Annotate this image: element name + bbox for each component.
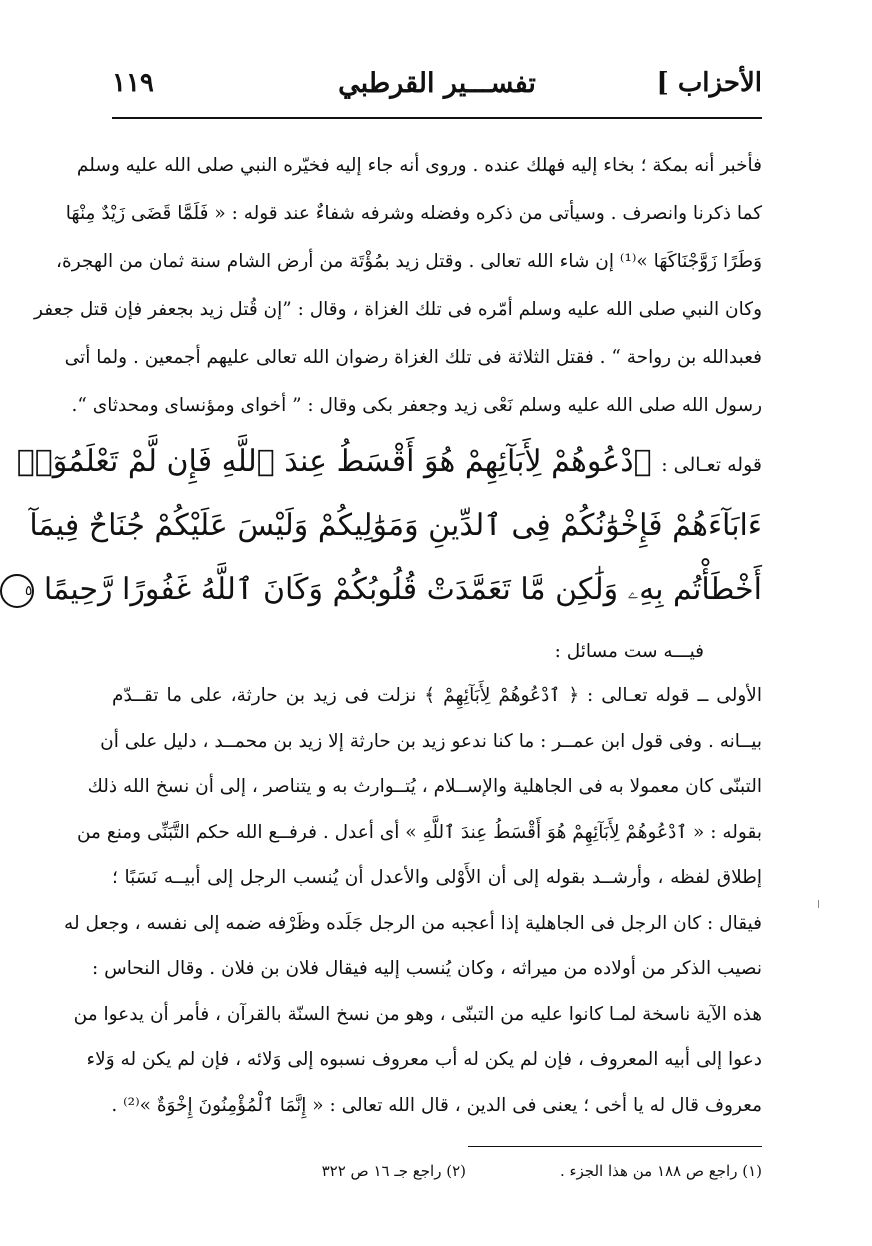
margin-mark (818, 900, 823, 908)
text-line: التبنّى كان معمولا به فى الجاهلية والإســلام ، يُتــوارث به و يتناصر ، إلى أن نسخ الله ذلك (87, 776, 762, 797)
verse-intro: قوله تعـالى : (661, 454, 762, 476)
footnote-1: (١) راجع ص ١٨٨ من هذا الجزء . (559, 1162, 762, 1180)
text-line: نصيب الذكر من أولاده من ميراثه ، وكان يُنسب إليه فيقال فلان بن فلان . وقال النحاس : (92, 958, 762, 979)
footnote-2: (٢) راجع جـ ١٦ ص ٣٢٢ (321, 1162, 466, 1180)
quran-verse (16, 430, 762, 622)
verse-line (16, 430, 762, 494)
page-header (112, 62, 762, 114)
text-line: دعوا إلى أبيه المعروف ، فإن لم يكن له أب معروف نسبوه إلى وَلائه ، فإن لم يكن له وَلاء (86, 1049, 762, 1070)
body-paragraph-2 (64, 673, 762, 1128)
verse-line: ءَابَآءَهُمْ فَإِخْوَٰنُكُمْ فِى ٱلدِّينِ وَمَوَٰلِيكُمْ وَلَيْسَ عَلَيْكُمْ جُنَاحٌ فِيمَآ (29, 508, 762, 543)
verse-text: أَخْطَأْتُم بِهِۦ وَلَٰكِن مَّا تَعَمَّدَتْ قُلُوبُكُمْ وَكَانَ ٱللَّهُ غَفُورًا رَّحِيمًا (43, 572, 762, 607)
text-line: معروف قال له يا أخى ؛ يعنى فى الدين ، قال الله تعالى : « إِنَّمَا ٱلْمُؤْمِنُونَ إِخْوَةٌ »⁽²⁾ . (111, 1094, 762, 1116)
text-line: فيقال : كان الرجل فى الجاهلية إذا أعجبه من الرجل جَلَده وظَرْفه ضمه إلى نفسه ، وجعل له (64, 912, 762, 934)
text-line: الأولى ــ قوله تعـالى : ﴿ ٱدْعُوهُمْ لِأَبَآئِهِمْ ﴾ نزلت فى زيد بن حارثة، على ما تقــدّم (112, 685, 762, 706)
section-heading: فيـــه ست مسائل : (554, 641, 704, 662)
text-line: بيــانه . وفى قول ابن عمــر : ما كنا ندعو زيد بن حارثة إلا زيد بن محمــد ، دليل على أن (100, 730, 762, 752)
text-line: فعبدالله بن رواحة “ . فقتل الثلاثة فى تلك الغزاة رضوان الله تعالى عليهم أجمعين . ولما أتى (64, 347, 762, 368)
book-title: تفســـير القرطبي (338, 68, 536, 99)
verse-line (24, 558, 762, 622)
footnotes (248, 1156, 762, 1186)
text-line: وَطَرًا زَوَّجْنَاكَهَا »⁽¹⁾ إن شاء الله تعالى . وقتل زيد بمُؤْتَة من أرض الشام سنة ثمان من الهجرة، (56, 251, 762, 272)
verse-text: ٱدْعُوهُمْ لِأَبَآئِهِمْ هُوَ أَقْسَطُ عِندَ ٱللَّهِ فَإِن لَّمْ تَعْلَمُوٓا۟ (16, 444, 652, 479)
surah-name: الأحزاب ] (656, 68, 762, 98)
body-paragraph-1 (34, 142, 762, 430)
text-line: وكان النبي صلى الله عليه وسلم أمّره فى تلك الغزاة ، وقال : ”إن قُتل زيد بجعفر فإن قتل جعفر (34, 299, 762, 320)
text-line: كما ذكرنا وانصرف . وسيأتى من ذكره وفضله وشرفه شفاءٌ عند قوله : « فَلَمَّا قَضَى زَيْدٌ مِنْهَا (65, 203, 762, 224)
text-line: هذه الآية ناسخة لمـا كانوا عليه من التبنّى ، وهو من نسخ السنّة بالقرآن ، فأمر أن يدعوا من (73, 1003, 762, 1025)
ayah-number-marker: ٥ (0, 574, 34, 608)
page-number: ١١٩ (112, 68, 154, 98)
text-line: إطلاق لفظه ، وأرشــد بقوله إلى أن الأَوْلى والأعدل أن يُنسب الرجل إلى أبيــه نَسَبًا ؛ (112, 867, 762, 888)
text-line: بقوله : « ٱدْعُوهُمْ لِأَبَآئِهِمْ هُوَ أَقْسَطُ عِندَ ٱللَّهِ » أى أعدل . فرفــع الله حكم التَّبَنِّى ومنع من (76, 821, 762, 843)
book-page (16, 0, 872, 1246)
text-line: فأخبر أنه بمكة ؛ بخاء إليه فهلك عنده . وروى أنه جاء إليه فخيّره النبي صلى الله عليه وسلم (76, 155, 762, 176)
header-rule (112, 117, 762, 119)
text-line: رسول الله صلى الله عليه وسلم نَعْى زيد وجعفر بكى وقال : ” أخواى ومؤنساى ومحدثاى “. (71, 395, 762, 416)
footnote-rule (468, 1146, 762, 1147)
